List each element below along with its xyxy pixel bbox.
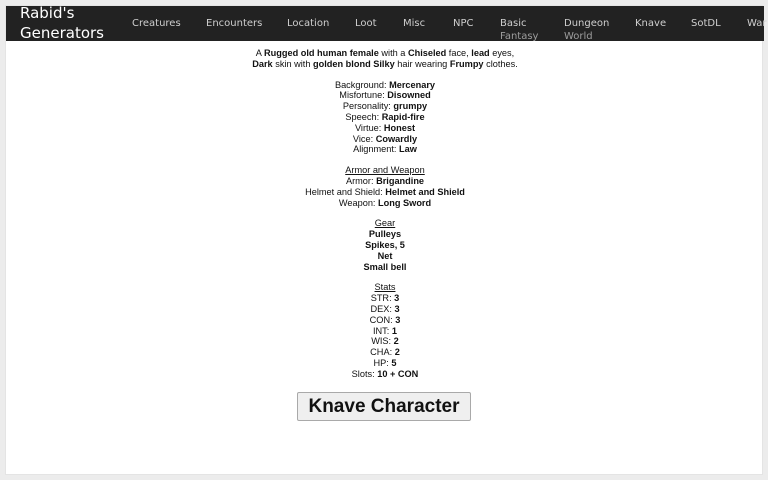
trait-value: Honest: [383, 122, 416, 133]
trait-value: Mercenary: [389, 79, 436, 90]
stat-row: [6, 369, 764, 380]
description-line-1: [6, 48, 764, 59]
stat-row: [6, 304, 764, 315]
nav-encounters[interactable]: Encounters: [206, 18, 263, 29]
trait-row: [6, 112, 764, 123]
nav-creatures[interactable]: Creatures: [132, 18, 181, 29]
generate-knave-character-button[interactable]: Knave Character: [297, 392, 471, 421]
stat-label: Slots:: [351, 368, 378, 379]
desc1-text-d: face,: [446, 48, 472, 58]
nav-location[interactable]: Location: [287, 18, 330, 29]
description-line-2: [6, 59, 764, 70]
desc1-text-a: A: [255, 48, 264, 58]
nav-npc[interactable]: NPC: [453, 18, 474, 29]
desc1-bold-3: lead: [471, 48, 490, 58]
trait-row: [6, 134, 764, 145]
nav-loot[interactable]: Loot: [355, 18, 377, 29]
stat-row: [6, 336, 764, 347]
trait-label: Background:: [334, 79, 390, 90]
stat-label: DEX:: [370, 303, 395, 314]
gear-item: Net: [377, 250, 393, 261]
trait-row: [6, 90, 764, 101]
stat-value: 10 + CON: [377, 368, 419, 379]
trait-row: [6, 144, 764, 155]
armor-row: [6, 198, 764, 209]
stat-label: CHA:: [370, 347, 395, 358]
trait-label: Speech:: [345, 111, 382, 122]
trait-label: Alignment:: [353, 144, 400, 155]
trait-value: Cowardly: [375, 133, 418, 144]
nav-dungeon-world-line1: Dungeon: [564, 18, 610, 29]
trait-value: grumpy: [393, 101, 428, 112]
trait-label: Personality:: [342, 101, 394, 112]
desc2-bold-1: Dark: [252, 58, 273, 69]
trait-value: Rapid-fire: [381, 111, 425, 122]
armor-row: [6, 176, 764, 187]
trait-value: Disowned: [387, 90, 431, 101]
stat-row: [6, 347, 764, 358]
armor-row: [6, 187, 764, 198]
character-output: [6, 48, 764, 380]
trait-label: Vice:: [352, 133, 376, 144]
nav-war[interactable]: War: [747, 18, 767, 29]
gear-item: Spikes, 5: [365, 239, 405, 250]
gear-item: Small bell: [363, 261, 407, 272]
desc1-text-c: with a: [378, 48, 408, 58]
desc1-bold-2: Chiseled: [407, 48, 447, 58]
stat-row: [6, 293, 764, 304]
nav-sotdl[interactable]: SotDL: [691, 18, 721, 29]
armor-value: Brigandine: [376, 175, 425, 186]
gear-heading: Gear: [374, 218, 396, 229]
stats-section: [6, 282, 764, 379]
stats-heading: Stats: [374, 282, 396, 293]
nav-knave[interactable]: Knave: [635, 18, 667, 29]
desc2-text-a: skin with: [272, 58, 314, 69]
nav-basic-fantasy-line1: Basic: [500, 18, 527, 29]
armor-weapon-heading: Armor and Weapon: [345, 165, 425, 176]
stat-value: 5: [391, 357, 397, 368]
nav-basic-fantasy-line2: Fantasy: [500, 31, 539, 42]
gear-item: Pulleys: [368, 229, 402, 240]
armor-label: Armor:: [345, 175, 377, 186]
trait-row: [6, 80, 764, 91]
armor-value: Helmet and Shield: [385, 186, 465, 197]
stat-label: STR:: [370, 293, 395, 304]
trait-row: [6, 123, 764, 134]
trait-row: [6, 101, 764, 112]
trait-value: Law: [399, 144, 417, 155]
stat-value: 2: [393, 336, 399, 347]
stat-value: 3: [394, 303, 400, 314]
desc2-bold-2: golden blond Silky: [313, 58, 395, 69]
stat-label: HP:: [373, 357, 392, 368]
nav-dungeon-world-line2: World: [564, 31, 593, 42]
top-navbar: [6, 4, 767, 42]
desc2-text-d: clothes.: [483, 58, 518, 69]
stat-label: WIS:: [371, 336, 394, 347]
desc1-text-e: eyes,: [489, 48, 515, 58]
brand-link[interactable]: Rabid's Generators: [20, 4, 104, 42]
nav-basic-fantasy[interactable]: [500, 17, 556, 43]
stat-row: [6, 326, 764, 337]
stat-value: 2: [394, 347, 400, 358]
stat-value: 1: [391, 325, 397, 336]
trait-label: Misfortune:: [339, 90, 388, 101]
desc2-text-c: hair wearing: [394, 58, 450, 69]
page-frame: [5, 4, 767, 475]
gear-section: [6, 218, 764, 272]
stat-label: CON:: [369, 314, 396, 325]
trait-label: Virtue:: [354, 122, 384, 133]
stat-value: 3: [394, 293, 400, 304]
nav-misc[interactable]: Misc: [403, 18, 426, 29]
stat-value: 3: [395, 314, 401, 325]
desc1-bold-1: Rugged old human female: [263, 48, 379, 58]
armor-value: Long Sword: [378, 197, 432, 208]
stat-row: [6, 358, 764, 369]
traits-section: [6, 80, 764, 156]
armor-label: Weapon:: [338, 197, 379, 208]
stat-row: [6, 315, 764, 326]
armor-label: Helmet and Shield:: [305, 186, 386, 197]
stat-label: INT:: [372, 325, 392, 336]
armor-weapon-section: [6, 165, 764, 208]
nav-dungeon-world[interactable]: [564, 17, 620, 43]
desc2-bold-3: Frumpy: [449, 58, 484, 69]
